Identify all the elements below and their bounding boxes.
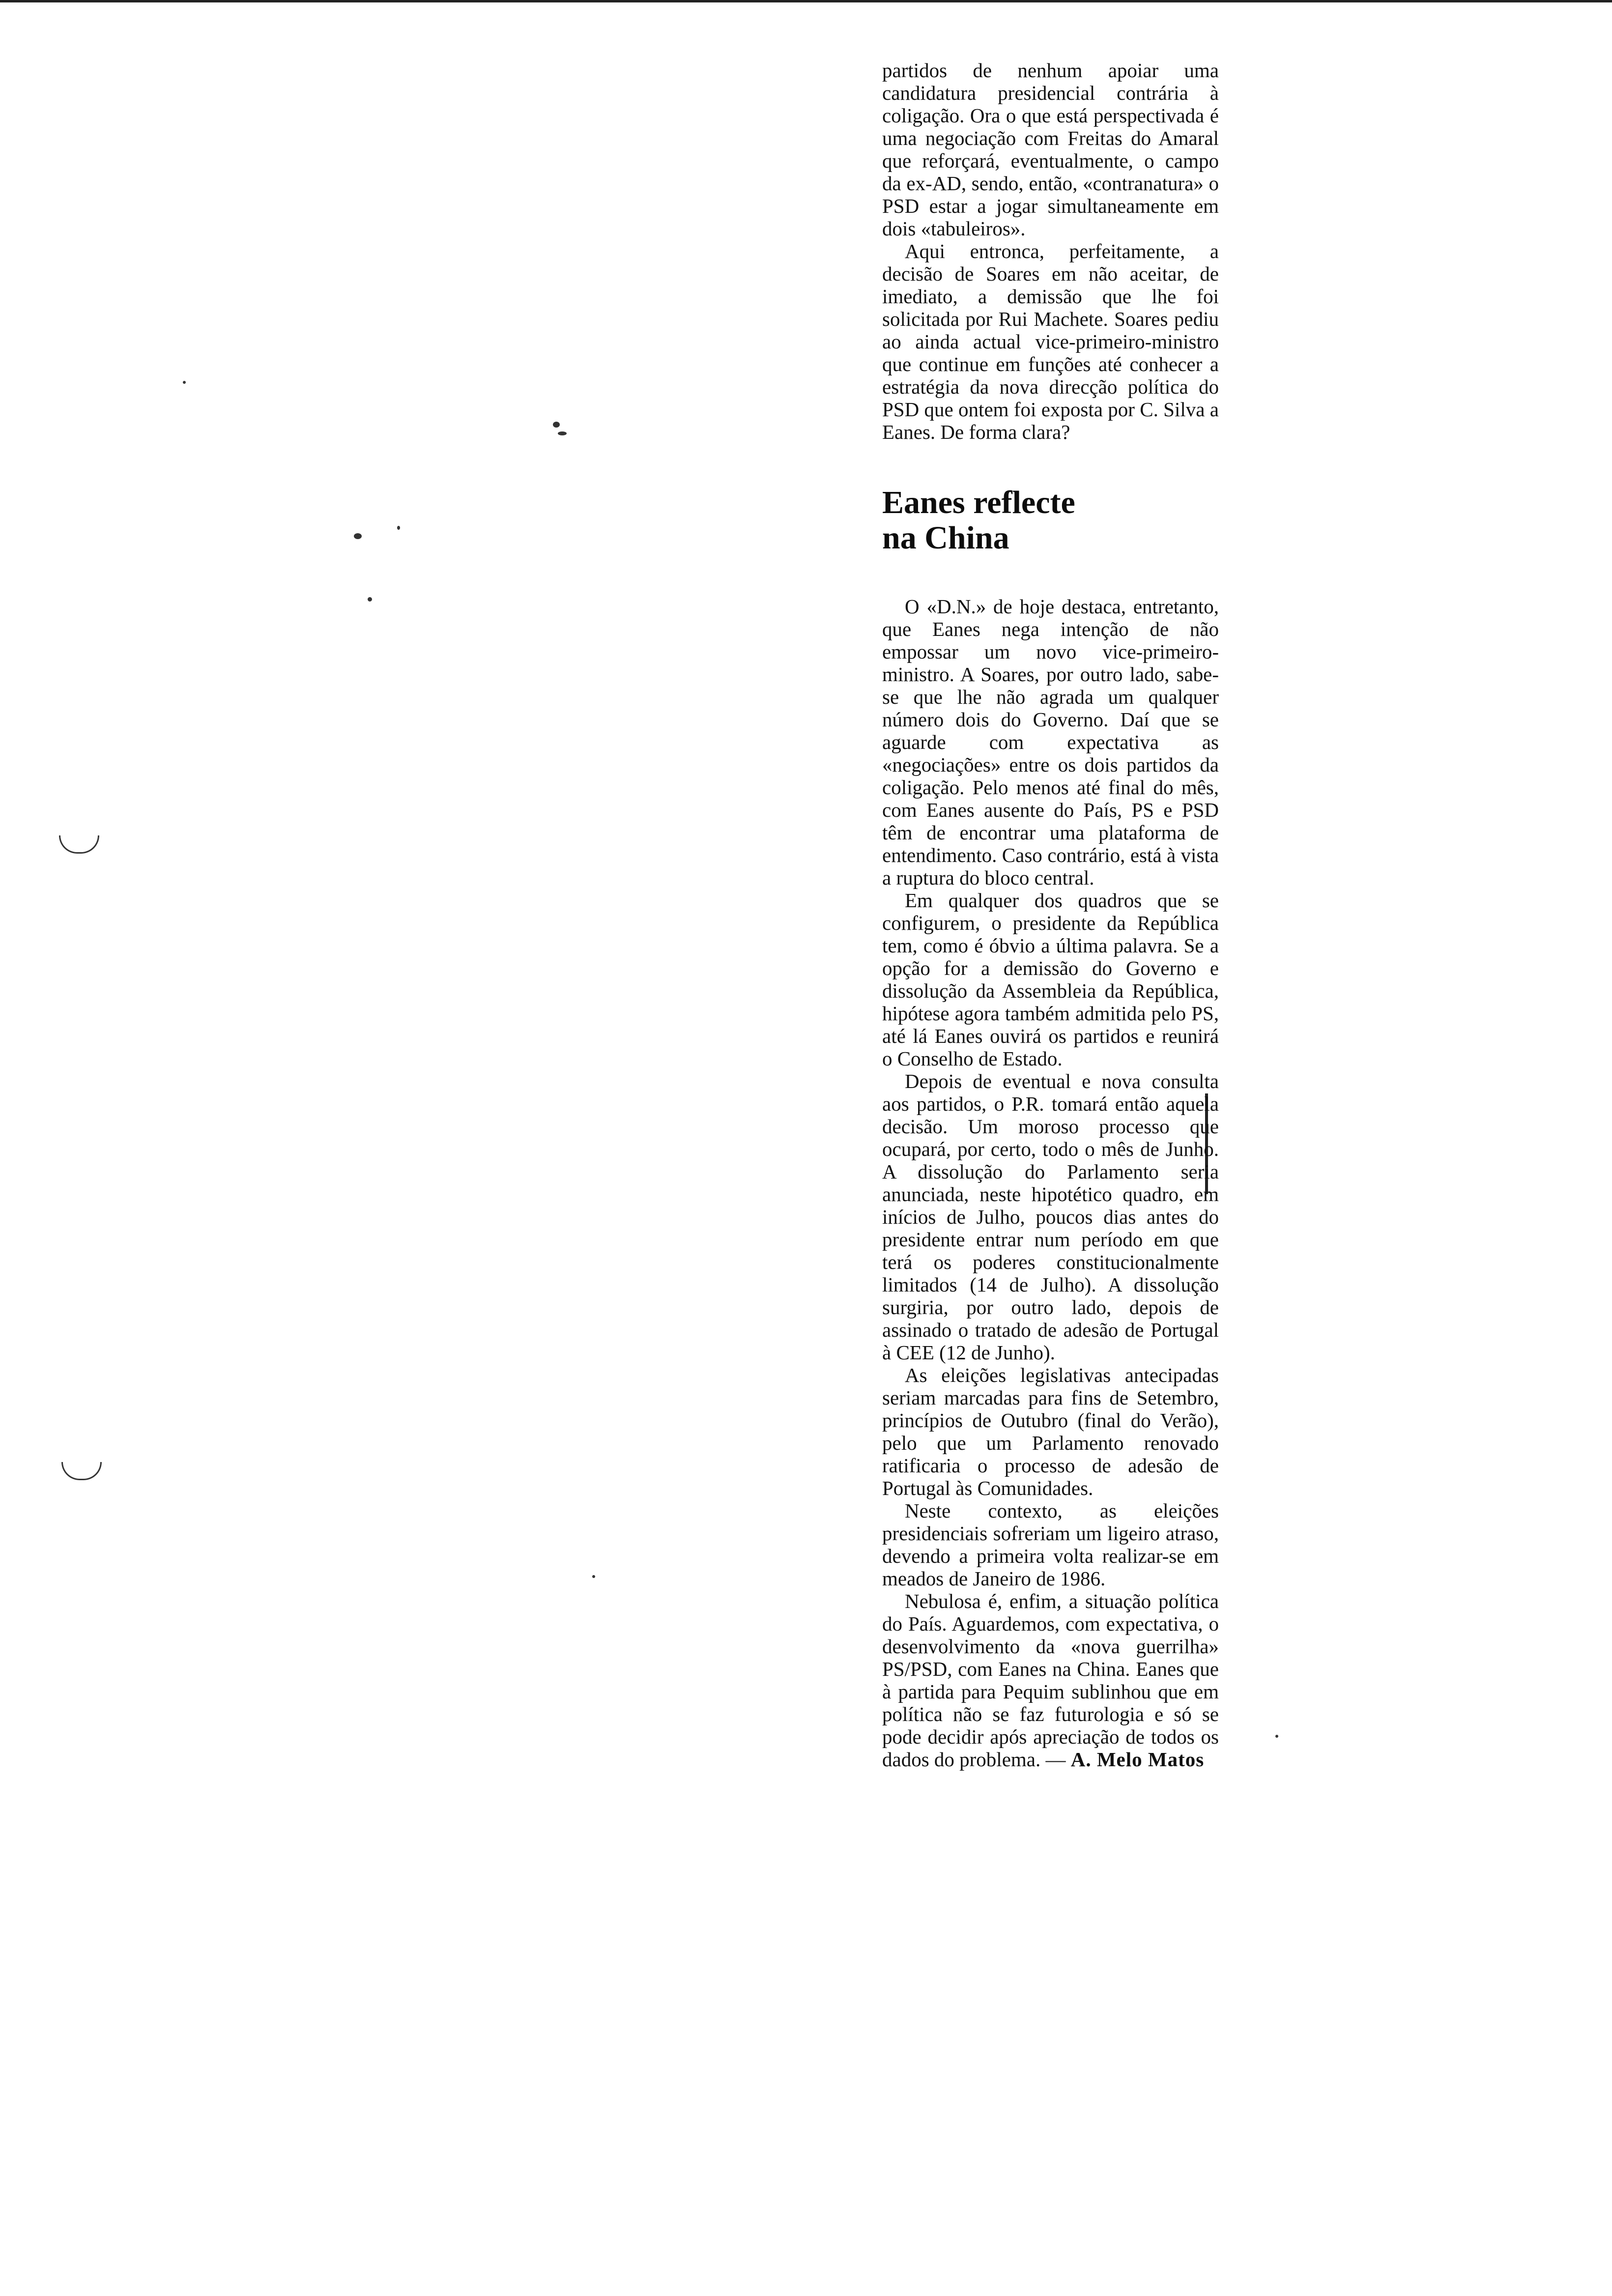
closing-text: Nebulosa é, enfim, a situação política do País. Aguardemos, com expectativa, o desenvolvimento da «nova guerrilha» PS/PSD, com Eanes na China. Eanes que à partida para Pequim sublinhou que em política não se faz futurologia e só se pode decidir após apreciação de todos os dados do problema. —	[882, 1590, 1219, 1771]
scan-speck	[354, 533, 362, 539]
scan-speck	[1275, 1735, 1278, 1738]
article-paragraph: O «D.N.» de hoje destaca, entretanto, que Eanes nega intenção de não empossar um novo vice-primeiro-ministro. A Soares, por outro lado, sabe-se que lhe não agrada um qualquer número dois do Governo. Daí que se aguarde com expectativa as «negociações» entre os dois partidos da coligação. Pelo menos até final do mês, com Eanes ausente do País, PS e PSD têm de encontrar uma plataforma de entendimento. Caso contrário, está à vista a ruptura do bloco central.	[882, 595, 1219, 889]
article-paragraph: Em qualquer dos quadros que se configurem, o presidente da República tem, como é óbvio a última palavra. Se a opção for a demissão do Governo e dissolução da Assembleia da República, hipótese agora também admitida pelo PS, até lá Eanes ouvirá os partidos e reunirá o Conselho de Estado.	[882, 889, 1219, 1070]
scan-speck	[553, 422, 560, 428]
article-paragraph: Neste contexto, as eleições presidenciais sofreriam um ligeiro atraso, devendo a primeira volta realizar-se em meados de Janeiro de 1986.	[882, 1499, 1219, 1590]
section-headline	[882, 485, 1219, 556]
top-rule	[0, 0, 1612, 2]
scan-speck	[183, 381, 186, 384]
headline-line: na China	[882, 520, 1009, 556]
article-column	[882, 59, 1219, 1771]
article-paragraph: partidos de nenhum apoiar uma candidatura presidencial contrária à coligação. Ora o que está perspectivada é uma negociação com Freitas do Amaral que reforçará, eventualmente, o campo da ex-AD, sendo, então, «contranatura» o PSD estar a jogar simultaneamente em dois «tabuleiros».	[882, 59, 1219, 240]
headline-line: Eanes reflecte	[882, 485, 1075, 520]
byline-author: A. Melo Matos	[1070, 1748, 1205, 1771]
punch-hole-mark	[59, 835, 99, 854]
article-paragraph: As eleições legislativas antecipadas seriam marcadas para fins de Setembro, princípios de Outubro (final do Verão), pelo que um Parlamento renovado ratificaria o processo de adesão de Portugal às Comunidades.	[882, 1364, 1219, 1499]
scan-speck	[397, 526, 400, 530]
scan-speck	[592, 1575, 595, 1578]
scan-speck	[368, 597, 372, 602]
article-paragraph: Aqui entronca, perfeitamente, a decisão de Soares em não aceitar, de imediato, a demissão que lhe foi solicitada por Rui Machete. Soares pediu ao ainda actual vice-primeiro-ministro que continue em funções até conhecer a estratégia da nova direcção política do PSD que ontem foi exposta por C. Silva a Eanes. De forma clara?	[882, 240, 1219, 443]
closing-paragraph	[882, 1590, 1219, 1771]
article-paragraph: Depois de eventual e nova consulta aos partidos, o P.R. tomará então aquela decisão. Um moroso processo que ocupará, por certo, todo o mês de Junho. A dissolução do Parlamento seria anunciada, neste hipotético quadro, em inícios de Julho, poucos dias antes do presidente entrar num período em que terá os poderes constitucionalmente limitados (14 de Julho). A dissolução surgiria, por outro lado, depois de assinado o tratado de adesão de Portugal à CEE (12 de Junho).	[882, 1070, 1219, 1364]
punch-hole-mark	[61, 1462, 102, 1480]
scan-speck	[558, 431, 567, 435]
